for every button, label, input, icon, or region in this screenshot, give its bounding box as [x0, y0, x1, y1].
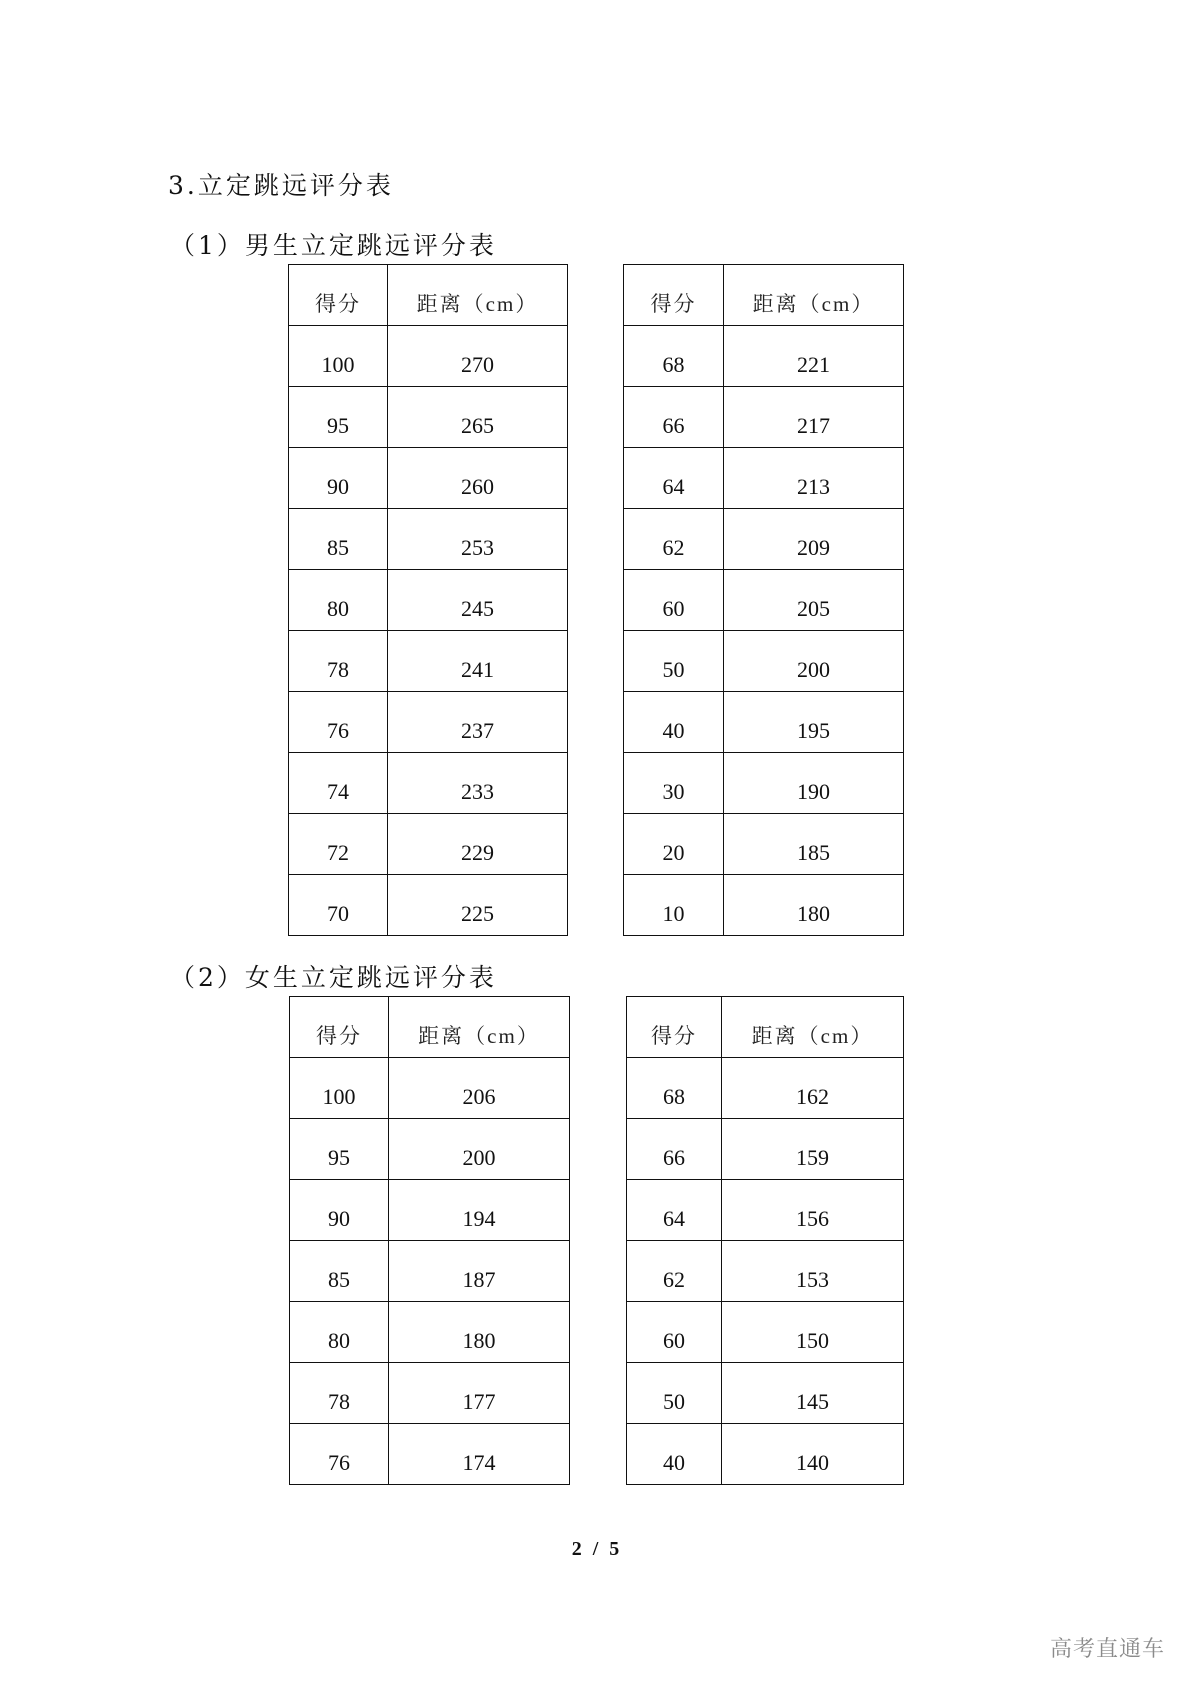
table-row [289, 875, 568, 936]
score-cell: 85 [290, 1241, 389, 1302]
distance-cell: 245 [388, 570, 568, 631]
table-row [624, 753, 904, 814]
table-row [624, 631, 904, 692]
distance-cell: 221 [724, 326, 904, 387]
table-row [289, 448, 568, 509]
score-cell: 30 [624, 753, 724, 814]
table-header-row [627, 997, 904, 1058]
score-cell: 78 [289, 631, 388, 692]
score-cell: 68 [624, 326, 724, 387]
score-header: 得分 [290, 997, 389, 1058]
score-cell: 70 [289, 875, 388, 936]
score-cell: 100 [290, 1058, 389, 1119]
table-row [624, 570, 904, 631]
score-cell: 64 [627, 1180, 722, 1241]
score-cell: 95 [290, 1119, 389, 1180]
score-cell: 85 [289, 509, 388, 570]
page-number: 2 / 5 [571, 1538, 620, 1560]
distance-cell: 190 [724, 753, 904, 814]
score-cell: 62 [624, 509, 724, 570]
distance-header: 距离（cm） [388, 265, 568, 326]
score-cell: 40 [627, 1424, 722, 1485]
distance-cell: 241 [388, 631, 568, 692]
table-row [624, 387, 904, 448]
table-row [290, 1241, 570, 1302]
table-row [290, 1180, 570, 1241]
score-cell: 50 [627, 1363, 722, 1424]
score-cell: 66 [627, 1119, 722, 1180]
distance-cell: 205 [724, 570, 904, 631]
table-header-row [289, 265, 568, 326]
score-cell: 95 [289, 387, 388, 448]
score-header: 得分 [289, 265, 388, 326]
distance-cell: 260 [388, 448, 568, 509]
distance-header: 距离（cm） [722, 997, 904, 1058]
table-header-row [290, 997, 570, 1058]
table-row [624, 875, 904, 936]
distance-cell: 156 [722, 1180, 904, 1241]
score-cell: 60 [624, 570, 724, 631]
female-score-table-left [289, 996, 570, 1485]
table-row [624, 814, 904, 875]
distance-cell: 200 [389, 1119, 570, 1180]
distance-cell: 145 [722, 1363, 904, 1424]
table-row [624, 448, 904, 509]
table-row [290, 1424, 570, 1485]
score-cell: 72 [289, 814, 388, 875]
table-row [290, 1363, 570, 1424]
table-row [289, 509, 568, 570]
distance-cell: 195 [724, 692, 904, 753]
table-row [290, 1058, 570, 1119]
distance-cell: 229 [388, 814, 568, 875]
distance-cell: 206 [389, 1058, 570, 1119]
table-row [290, 1302, 570, 1363]
distance-cell: 194 [389, 1180, 570, 1241]
score-cell: 50 [624, 631, 724, 692]
distance-cell: 180 [389, 1302, 570, 1363]
distance-cell: 159 [722, 1119, 904, 1180]
table-row [624, 509, 904, 570]
score-cell: 20 [624, 814, 724, 875]
distance-cell: 200 [724, 631, 904, 692]
watermark: 高考直通车 [1050, 1637, 1166, 1662]
distance-cell: 225 [388, 875, 568, 936]
score-cell: 62 [627, 1241, 722, 1302]
distance-cell: 213 [724, 448, 904, 509]
table-row [624, 326, 904, 387]
female-score-table-right [626, 996, 904, 1485]
score-header: 得分 [627, 997, 722, 1058]
section-title: 3.立定跳远评分表 [168, 171, 394, 200]
distance-cell: 140 [722, 1424, 904, 1485]
male-table-heading: （1）男生立定跳远评分表 [170, 231, 497, 260]
score-cell: 60 [627, 1302, 722, 1363]
distance-header: 距离（cm） [389, 997, 570, 1058]
score-cell: 80 [289, 570, 388, 631]
table-row [627, 1424, 904, 1485]
distance-cell: 217 [724, 387, 904, 448]
distance-cell: 270 [388, 326, 568, 387]
table-header-row [624, 265, 904, 326]
score-cell: 90 [289, 448, 388, 509]
table-row [627, 1363, 904, 1424]
distance-cell: 162 [722, 1058, 904, 1119]
table-row [289, 692, 568, 753]
distance-cell: 237 [388, 692, 568, 753]
distance-cell: 174 [389, 1424, 570, 1485]
score-cell: 40 [624, 692, 724, 753]
distance-cell: 209 [724, 509, 904, 570]
distance-cell: 180 [724, 875, 904, 936]
table-row [289, 570, 568, 631]
table-row [289, 814, 568, 875]
distance-cell: 153 [722, 1241, 904, 1302]
male-score-table-left [288, 264, 568, 936]
score-cell: 80 [290, 1302, 389, 1363]
table-row [290, 1119, 570, 1180]
table-row [289, 326, 568, 387]
table-row [627, 1241, 904, 1302]
female-table-heading: （2）女生立定跳远评分表 [170, 963, 497, 992]
score-cell: 76 [290, 1424, 389, 1485]
distance-cell: 265 [388, 387, 568, 448]
score-cell: 90 [290, 1180, 389, 1241]
distance-cell: 187 [389, 1241, 570, 1302]
table-row [289, 631, 568, 692]
distance-cell: 177 [389, 1363, 570, 1424]
male-score-table-right [623, 264, 904, 936]
score-cell: 76 [289, 692, 388, 753]
score-cell: 68 [627, 1058, 722, 1119]
score-cell: 78 [290, 1363, 389, 1424]
table-row [627, 1302, 904, 1363]
table-row [627, 1180, 904, 1241]
score-header: 得分 [624, 265, 724, 326]
distance-header: 距离（cm） [724, 265, 904, 326]
table-row [624, 692, 904, 753]
table-row [627, 1058, 904, 1119]
score-cell: 10 [624, 875, 724, 936]
table-row [289, 753, 568, 814]
distance-cell: 233 [388, 753, 568, 814]
table-row [289, 387, 568, 448]
distance-cell: 253 [388, 509, 568, 570]
table-row [627, 1119, 904, 1180]
score-cell: 66 [624, 387, 724, 448]
distance-cell: 185 [724, 814, 904, 875]
distance-cell: 150 [722, 1302, 904, 1363]
score-cell: 74 [289, 753, 388, 814]
score-cell: 64 [624, 448, 724, 509]
score-cell: 100 [289, 326, 388, 387]
